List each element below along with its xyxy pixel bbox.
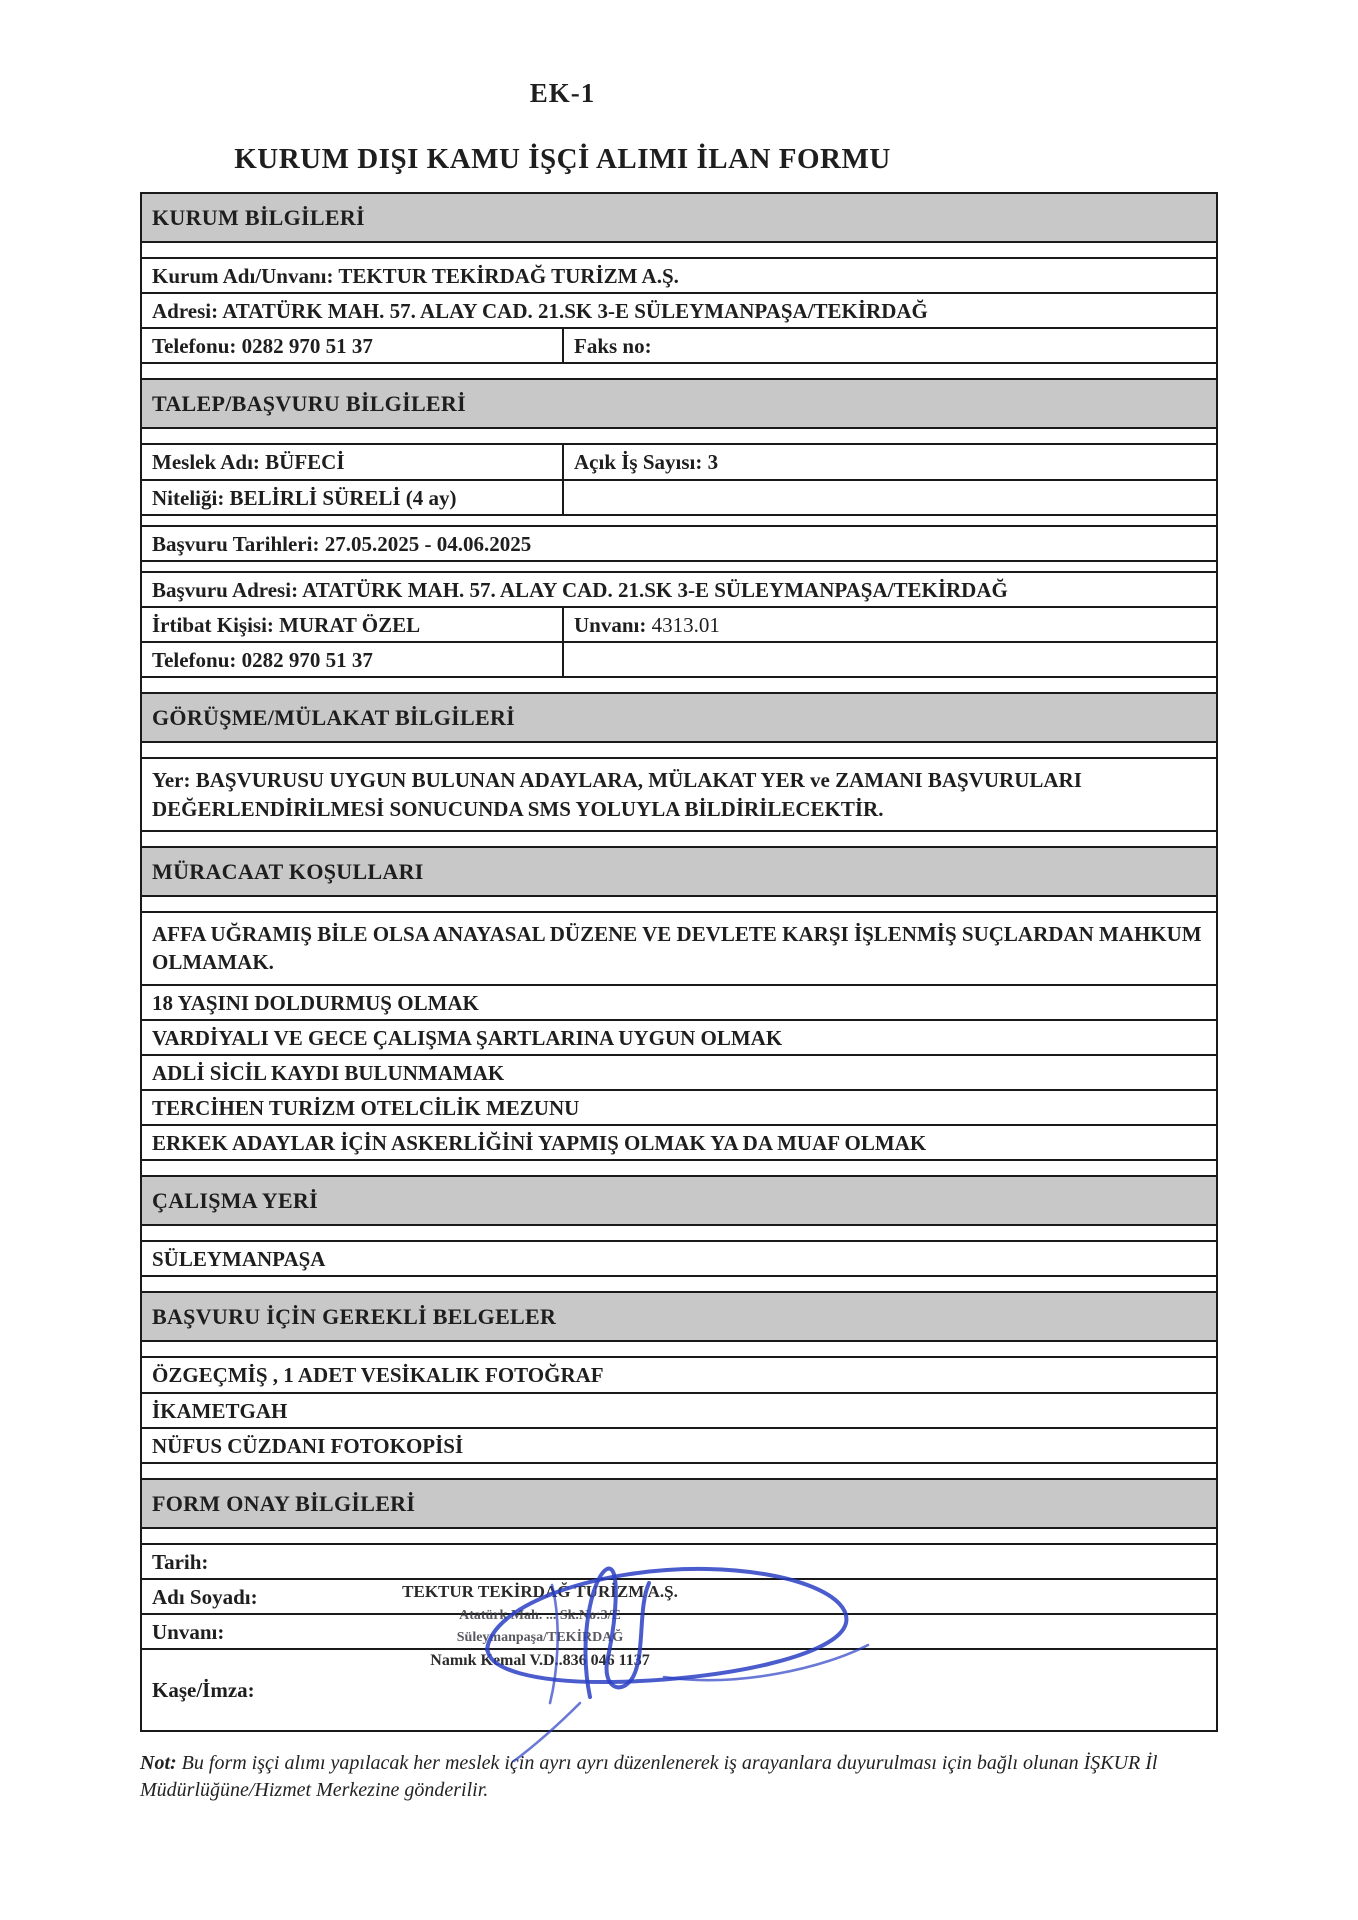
spacer [142, 1226, 1216, 1240]
muracaat-item: ERKEK ADAYLAR İÇİN ASKERLİĞİNİ YAPMIŞ OLMAK YA DA MUAF OLMAK [142, 1126, 1216, 1161]
section-header-muracaat-kosullari: MÜRACAAT KOŞULLARI [142, 846, 1216, 897]
field-kurum-adi-unvani: Kurum Adı/Unvanı: TEKTUR TEKİRDAĞ TURİZM A.Ş. [142, 257, 1216, 294]
spacer [142, 1342, 1216, 1356]
field-telefonu: Telefonu: 0282 970 51 37 [142, 329, 564, 362]
section-header-gorusme-mulakat: GÖRÜŞME/MÜLAKAT BİLGİLERİ [142, 692, 1216, 743]
stamp-line: TEKTUR TEKİRDAĞ TURİZM A.Ş. [402, 1581, 678, 1601]
field-niteligi: Niteliği: BELİRLİ SÜRELİ (4 ay) [142, 481, 564, 514]
field-mulakat-yeri: Yer: BAŞVURUSU UYGUN BULUNAN ADAYLARA, MÜLAKAT YER ve ZAMANI BAŞVURULARI DEĞERLENDİRİLMESİ SONUCUNDA SMS YOLUYLA BİLDİRİLECEKTİR. [142, 757, 1216, 832]
row-irtibat-unvan [142, 608, 1216, 643]
muracaat-item: 18 YAŞINI DOLDURMUŞ OLMAK [142, 986, 1216, 1021]
spacer [142, 1529, 1216, 1543]
belge-item: İKAMETGAH [142, 1394, 1216, 1429]
row-niteligi [142, 481, 1216, 516]
stamp-line: Namık Kemal V.D..836 046 1137 [430, 1651, 650, 1669]
muracaat-item: ADLİ SİCİL KAYDI BULUNMAMAK [142, 1056, 1216, 1091]
spacer [142, 562, 1216, 571]
field-unvani-kodu [564, 608, 1216, 641]
spacer [142, 832, 1216, 846]
field-faks-no: Faks no: [574, 334, 652, 359]
spacer [142, 1161, 1216, 1175]
spacer [142, 897, 1216, 911]
belge-item: ÖZGEÇMİŞ , 1 ADET VESİKALIK FOTOĞRAF [142, 1356, 1216, 1393]
field-basvuru-adresi: Başvuru Adresi: ATATÜRK MAH. 57. ALAY CAD. 21.SK 3-E SÜLEYMANPAŞA/TEKİRDAĞ [142, 571, 1216, 608]
field-unvani: Unvanı: [142, 1615, 1216, 1650]
section-header-gerekli-belgeler: BAŞVURU İÇİN GEREKLİ BELGELER [142, 1291, 1216, 1342]
field-empty [564, 481, 1216, 514]
row-telefon2 [142, 643, 1216, 678]
muracaat-item: AFFA UĞRAMIŞ BİLE OLSA ANAYASAL DÜZENE VE DEVLETE KARŞI İŞLENMİŞ SUÇLARDAN MAHKUM OLMAMAK. [142, 911, 1216, 986]
footer-note-label: Not: [140, 1752, 177, 1775]
unvan-label: Unvanı: [574, 612, 652, 637]
field-telefonu-2: Telefonu: 0282 970 51 37 [142, 643, 564, 676]
spacer [142, 364, 1216, 378]
row-telefon-faks [142, 329, 1216, 364]
spacer [142, 678, 1216, 692]
stamp-line: Süleymanpaşa/TEKİRDAĞ [456, 1629, 624, 1645]
belge-item: NÜFUS CÜZDANI FOTOKOPİSİ [142, 1429, 1216, 1464]
document-headings [140, 0, 985, 176]
row-meslek-acikis [142, 443, 1216, 480]
section-header-calisma-yeri: ÇALIŞMA YERİ [142, 1175, 1216, 1226]
spacer [142, 743, 1216, 757]
stamp-line: Atatürk Mah. ... Sk.No:3/E [459, 1608, 621, 1624]
field-kase-imza: Kaşe/İmza: [142, 1650, 1216, 1732]
field-adi-soyadi: Adı Soyadı: [142, 1580, 1216, 1615]
form-table [140, 192, 1218, 1732]
field-irtibat-kisisi: İrtibat Kişisi: MURAT ÖZEL [142, 608, 564, 641]
footer-note-text: Bu form işçi alımı yapılacak her meslek için ayrı ayrı düzenlenerek iş arayanlara duyurulması için bağlı olunan İŞKUR İl Müdürlüğüne/Hizmet Merkezine gönderilir. [140, 1752, 1158, 1802]
field-calisma-yeri: SÜLEYMANPAŞA [142, 1240, 1216, 1277]
field-acik-is-sayisi: Açık İş Sayısı: 3 [574, 450, 719, 475]
unvan-value: 4313.01 [651, 612, 720, 637]
field-meslek-adi: Meslek Adı: BÜFECİ [142, 445, 564, 478]
section-header-talep-basvuru: TALEP/BAŞVURU BİLGİLERİ [142, 378, 1216, 429]
document-code: EK-1 [529, 78, 596, 108]
form-onay-body [142, 1543, 1216, 1732]
field-adresi: Adresi: ATATÜRK MAH. 57. ALAY CAD. 21.SK 3-E SÜLEYMANPAŞA/TEKİRDAĞ [142, 294, 1216, 329]
field-basvuru-tarihleri: Başvuru Tarihleri: 27.05.2025 - 04.06.2025 [142, 525, 1216, 562]
muracaat-item: TERCİHEN TURİZM OTELCİLİK MEZUNU [142, 1091, 1216, 1126]
field-tarih: Tarih: [142, 1543, 1216, 1580]
section-header-kurum-bilgileri: KURUM BİLGİLERİ [142, 192, 1216, 243]
footer-note [140, 1750, 1220, 1804]
field-empty [564, 643, 1216, 676]
document-title: KURUM DIŞI KAMU İŞÇİ ALIMI İLAN FORMU [234, 143, 891, 175]
spacer [142, 243, 1216, 257]
spacer [142, 1277, 1216, 1291]
muracaat-item: VARDİYALI VE GECE ÇALIŞMA ŞARTLARINA UYGUN OLMAK [142, 1021, 1216, 1056]
spacer [142, 429, 1216, 443]
section-header-form-onay: FORM ONAY BİLGİLERİ [142, 1478, 1216, 1529]
spacer [142, 516, 1216, 525]
spacer [142, 1464, 1216, 1478]
